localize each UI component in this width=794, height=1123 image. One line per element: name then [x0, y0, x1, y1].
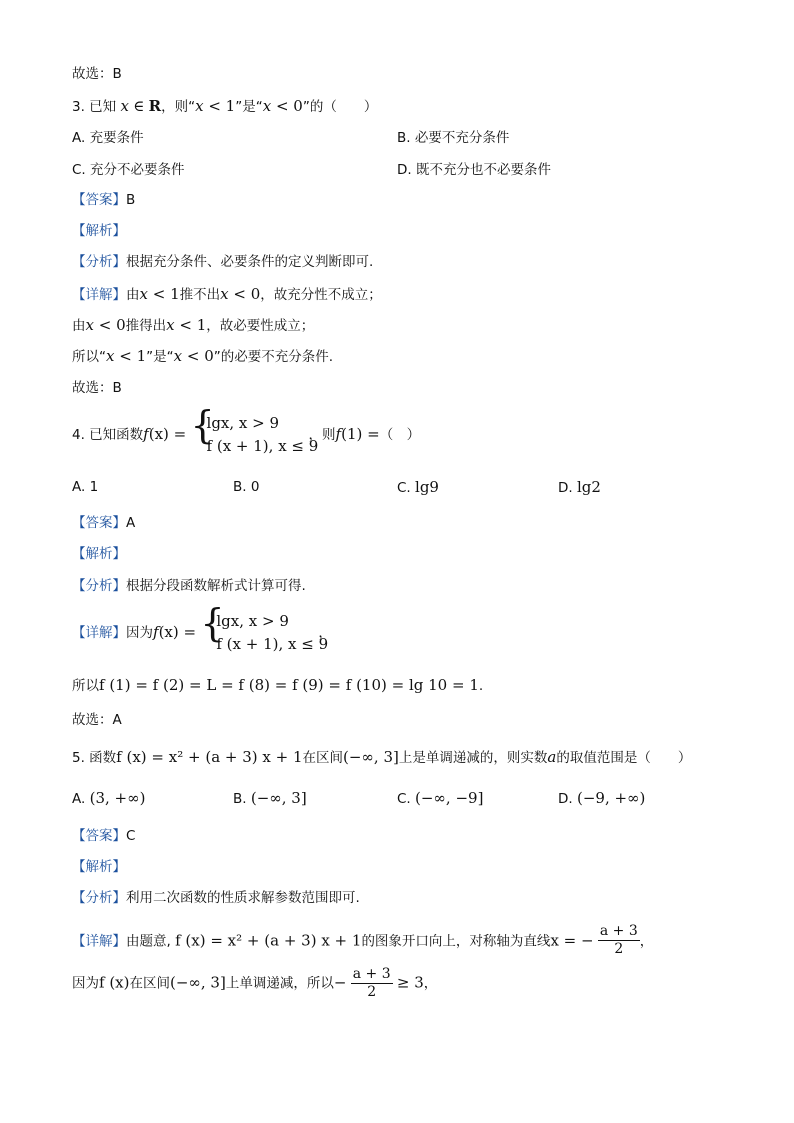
- fraction-numerator: a + 3: [352, 966, 391, 982]
- math-var: x: [195, 97, 204, 115]
- piecewise-function: [190, 403, 319, 455]
- detail-line: [72, 601, 332, 653]
- math-expr: < 1: [174, 316, 207, 334]
- analysis-text: 利用二次函数的性质求解参数范围即可.: [126, 890, 360, 906]
- math-interval: (−∞, 3]: [169, 973, 226, 992]
- piece-1: lgx, x > 9: [206, 414, 280, 432]
- option-b: B. 0: [233, 479, 260, 495]
- option-label: D.: [558, 791, 573, 807]
- math-interval: (−∞, 3]: [343, 748, 399, 766]
- option-value: (−9, +∞): [576, 789, 646, 807]
- math-var: x: [173, 347, 183, 365]
- math-expr: < 1: [203, 97, 236, 115]
- math-expr: f (x) = x² + (a + 3) x + 1: [116, 748, 303, 766]
- fraction-numerator: a + 3: [599, 923, 638, 939]
- answer-choice-text: 故选：B: [72, 66, 122, 82]
- answer-value: A: [126, 515, 136, 531]
- text: （ ）: [379, 427, 421, 443]
- math-expr: < 1: [114, 347, 147, 365]
- option-c: [397, 788, 483, 809]
- text: ，: [639, 933, 654, 950]
- analysis-heading: 【解析】: [72, 859, 126, 875]
- text: 推得出: [125, 318, 167, 334]
- analysis-heading: 【解析】: [72, 546, 126, 562]
- detail-line: [72, 966, 437, 1001]
- math-expr: x = −: [550, 931, 594, 950]
- math-expr: (1) =: [341, 425, 380, 443]
- detail-line: [72, 315, 314, 336]
- fraction-denominator: 2: [367, 984, 377, 1000]
- math-symbol: ∈: [133, 97, 145, 115]
- text: 因为: [126, 625, 153, 641]
- option-label: A.: [72, 791, 86, 807]
- piece-2: f (x + 1), x ≤ 9: [206, 437, 319, 455]
- choice-line: [72, 64, 122, 84]
- option-label: C.: [397, 480, 411, 496]
- detail-tag: 【详解】: [72, 625, 126, 641]
- analysis-text: 根据分段函数解析式计算可得.: [126, 578, 306, 594]
- detail-tag: 【详解】: [72, 287, 126, 303]
- math-expr: < 0: [93, 316, 126, 334]
- detail-line: [72, 675, 483, 696]
- question-number: 4. 已知函数: [72, 427, 144, 443]
- left-brace: {: [190, 403, 215, 447]
- math-expr: f (x) = x² + (a + 3) x + 1: [175, 931, 362, 950]
- text: 在区间: [129, 975, 170, 992]
- math-var: a: [547, 748, 557, 766]
- option-a: A. 1: [72, 479, 99, 495]
- analysis-tag: 【分析】: [72, 890, 126, 906]
- analysis-tag: 【分析】: [72, 254, 126, 270]
- piece-1: lgx, x > 9: [216, 612, 289, 630]
- question-number: 3. 已知: [72, 99, 117, 115]
- math-expr: < 1: [147, 285, 180, 303]
- detail-line: [72, 284, 382, 305]
- text: 上是单调递减的，则实数: [398, 750, 548, 766]
- option-d: [558, 788, 645, 809]
- question-4-stem: [72, 403, 421, 455]
- text: ，: [423, 975, 438, 992]
- math-var: x: [85, 316, 94, 334]
- option-value: (−∞, −9]: [415, 789, 484, 807]
- math-expr: < 0: [271, 97, 303, 115]
- text: 所以: [72, 678, 99, 694]
- math-var: x: [120, 97, 129, 115]
- text: ，故必要性成立；: [206, 318, 315, 334]
- math-expr: < 0: [228, 285, 261, 303]
- text: ，: [318, 625, 332, 641]
- text: 推不出: [179, 287, 221, 303]
- text: .: [478, 678, 484, 694]
- math-var: x: [139, 285, 148, 303]
- answer-tag: 【答案】: [72, 828, 126, 844]
- text: 由题意,: [126, 933, 171, 950]
- option-d: [558, 477, 601, 498]
- question-3-stem: [72, 96, 377, 117]
- math-var: x: [106, 347, 115, 365]
- option-value: lg9: [415, 478, 439, 496]
- option-value: (−∞, 3]: [250, 789, 307, 807]
- option-a: [72, 788, 145, 809]
- option-value: lg2: [576, 478, 601, 496]
- analysis-tag: 【分析】: [72, 578, 126, 594]
- text: 上单调递减，所以: [225, 975, 334, 992]
- option-d: D. 既不充分也不必要条件: [397, 162, 551, 178]
- question-5-stem: [72, 747, 691, 768]
- question-number: 5. 函数: [72, 750, 117, 766]
- option-c: [397, 477, 439, 498]
- analysis-text: 根据充分条件、必要条件的定义判断即可.: [126, 254, 374, 270]
- text: 在区间: [302, 750, 344, 766]
- answer-tag: 【答案】: [72, 515, 126, 531]
- option-label: B.: [233, 791, 247, 807]
- fraction: [351, 966, 393, 1001]
- option-b: B. 必要不充分条件: [397, 130, 510, 146]
- piecewise-function: [200, 601, 329, 653]
- math-symbol: −: [333, 973, 347, 992]
- answer-value: B: [126, 192, 136, 208]
- choice-line: 故选：A: [72, 712, 122, 728]
- math-expr: f (x): [99, 973, 130, 992]
- option-a: A. 充要条件: [72, 130, 144, 146]
- analysis-line: [72, 252, 373, 272]
- text: 因为: [72, 975, 99, 992]
- math-var: x: [262, 97, 272, 115]
- text: ，故充分性不成立；: [260, 287, 382, 303]
- answer-line: [72, 826, 135, 846]
- left-brace: {: [200, 601, 225, 645]
- math-expr: < 0: [182, 347, 214, 365]
- text: ，则: [308, 427, 336, 443]
- math-var: f: [153, 623, 159, 641]
- math-set: R: [148, 97, 162, 115]
- math-var: f: [335, 425, 342, 443]
- text: 的图象开口向上，对称轴为直线: [361, 933, 551, 950]
- math-expr: (x) =: [148, 425, 187, 443]
- analysis-line: [72, 576, 306, 596]
- text: 的取值范围是（ ）: [556, 750, 692, 766]
- answer-line: [72, 190, 135, 210]
- text: 所以“: [72, 349, 106, 365]
- text: ”是“: [235, 99, 263, 115]
- text: 由: [126, 287, 140, 303]
- option-b: [233, 788, 307, 809]
- detail-line: [72, 346, 333, 367]
- fraction-denominator: 2: [614, 941, 624, 957]
- option-value: (3, +∞): [89, 789, 146, 807]
- detail-line: [72, 924, 653, 959]
- math-expr: (x) =: [158, 623, 197, 641]
- choice-line: 故选：B: [72, 380, 122, 396]
- fraction: [598, 923, 640, 958]
- piece-2: f (x + 1), x ≤ 9: [216, 635, 329, 653]
- answer-value: C: [126, 828, 136, 844]
- math-var: x: [166, 316, 175, 334]
- option-label: C.: [397, 791, 411, 807]
- math-var: f: [143, 425, 149, 443]
- analysis-line: [72, 888, 360, 908]
- option-c: C. 充分不必要条件: [72, 162, 185, 178]
- math-var: x: [220, 285, 229, 303]
- detail-tag: 【详解】: [72, 933, 126, 950]
- option-label: D.: [558, 480, 573, 496]
- text: ”的必要不充分条件.: [213, 349, 334, 365]
- math-expr: ≥ 3: [396, 973, 424, 992]
- math-expr: f (1) = f (2) = L = f (8) = f (9) = f (10) = lg 10 = 1: [99, 676, 479, 694]
- answer-line: [72, 513, 135, 533]
- text: ”是“: [146, 349, 174, 365]
- text: ，则“: [161, 99, 196, 115]
- text: ”的（ ）: [302, 99, 378, 115]
- answer-tag: 【答案】: [72, 192, 126, 208]
- analysis-heading: 【解析】: [72, 223, 126, 239]
- text: 由: [72, 318, 86, 334]
